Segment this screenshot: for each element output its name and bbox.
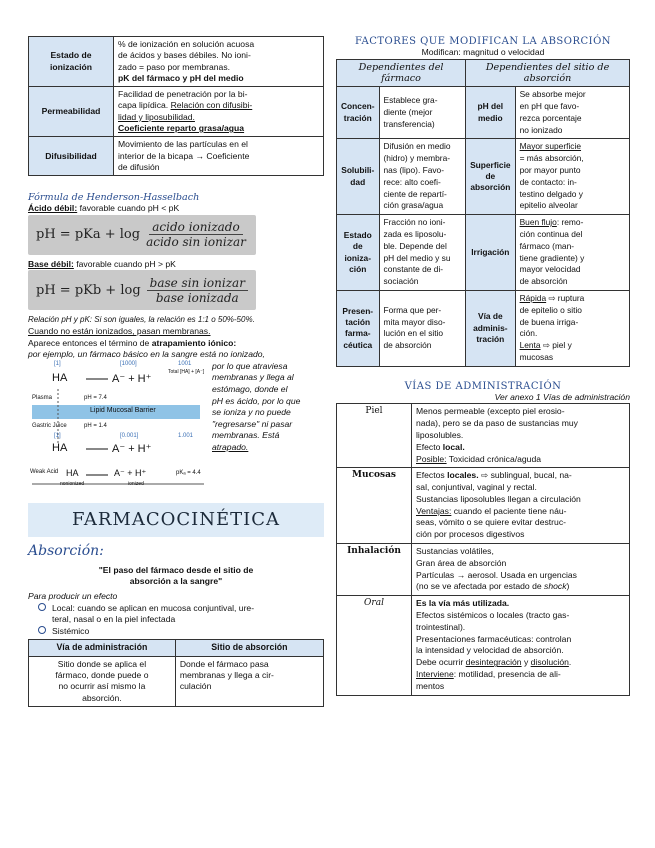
text-span: disolución	[530, 657, 569, 668]
row-key: Inhalación	[337, 544, 412, 596]
ph-label: pH = 7.4	[84, 394, 107, 401]
text-span: Efecto	[416, 441, 443, 452]
text-line: = más absorción,	[519, 153, 584, 164]
text-span: Debe ocurrir	[416, 657, 466, 668]
text-line: constante de di-	[383, 264, 444, 275]
text-line: testino delgado y	[519, 188, 583, 199]
text-span: .	[568, 657, 572, 668]
acid-line	[28, 203, 324, 215]
text-line: Partículas → aerosol. Usada en urgencias	[416, 569, 577, 580]
text-line: Menos permeable (excepto piel erosio-	[416, 406, 565, 417]
text-line: ción grasa/agua	[383, 200, 444, 211]
table-row	[337, 544, 630, 596]
text-span: Posible:	[416, 453, 447, 464]
text-line: seas, vómito o se quiere evitar destruc-	[416, 517, 566, 528]
table-header-row	[29, 640, 324, 656]
text-span: Ácido débil:	[28, 203, 78, 214]
text-line: ción.	[519, 328, 538, 339]
text-line: estómago, donde el	[212, 384, 288, 395]
base-line	[28, 259, 324, 271]
relation-text: Relación pH y pK: Si son iguales, la relación es 1:1 o 50%-50%.	[28, 315, 255, 325]
text-line: fármaco (man-	[519, 240, 575, 251]
row-key: Presen-tación farma-céutica	[337, 290, 380, 366]
row-value	[379, 139, 466, 215]
pka-label: pKₐ = 4.4	[176, 469, 201, 476]
text-line: mayor velocidad	[519, 264, 581, 275]
text-line: por lo que atraviesa	[212, 360, 288, 371]
text-line: % de ionización en solución acuosa	[118, 39, 255, 49]
row-key: Oral	[337, 596, 412, 695]
list-item	[28, 603, 324, 615]
table-row	[29, 137, 324, 176]
text-line: Efectos sistémicos o locales (tracto gas-	[416, 610, 570, 621]
ph-label: pH = 1.4	[84, 422, 107, 429]
text-line: nas (lipo). Favo-	[383, 164, 445, 175]
text-line: Forma que per-	[383, 304, 442, 315]
list-item	[28, 626, 324, 638]
text-span: shock	[544, 581, 567, 592]
text-line: interior de la bicapa → Coeficiente	[118, 150, 250, 161]
text-line: membranas. Está	[212, 430, 280, 441]
left-column	[28, 36, 324, 707]
text-line: de buena irriga-	[519, 316, 579, 327]
text-line: nada), pero se da paso de sustancias muy	[416, 418, 578, 429]
text-line	[416, 454, 625, 466]
row-key: pH del medio	[466, 87, 516, 139]
text-line: (hidro) y membra-	[383, 153, 451, 164]
table-row	[337, 596, 630, 695]
text-span: Lenta	[519, 340, 541, 351]
text-line: de absorción	[519, 276, 568, 287]
row-value	[379, 87, 466, 139]
absorcion-section	[28, 543, 324, 707]
not-ionized-text: Cuando no están ionizados, pasan membranas.	[28, 326, 211, 337]
text-line: no ionizado	[519, 124, 563, 135]
section-banner: FARMACOCINÉTICA	[28, 503, 324, 537]
text-line: Facilidad de penetración por la bi-	[118, 89, 248, 100]
row-key: Vía de adminis-tración	[466, 290, 516, 366]
row-value	[515, 215, 629, 291]
vias-table	[336, 403, 630, 695]
text-line: Se absorbe mejor	[519, 89, 586, 100]
factores-subtitle: Modifican: magnitud o velocidad	[421, 47, 545, 57]
text-span: Toxicidad crónica/aguda	[446, 453, 542, 464]
trap-example: por ejemplo, un fármaco básico en la sangre está no ionizado,	[28, 349, 265, 360]
row-value	[515, 87, 629, 139]
row-value	[114, 87, 324, 137]
row-key: Mucosas	[337, 468, 412, 544]
text-line: atrapado.	[212, 441, 249, 452]
text-span: Local: cuando se aplican en mucosa conjuntival, ure-	[52, 602, 255, 613]
gastric-label: Gastric Juice	[32, 422, 67, 429]
total-caption: Total [HA] + [A⁻]	[168, 368, 205, 375]
text-line: lidad y liposubilidad.	[118, 111, 195, 122]
formula-fraction	[147, 276, 248, 305]
text-line: no ocurrir así mismo la	[58, 681, 146, 692]
text-line: ción por procesos digestivos	[416, 529, 525, 540]
row-value	[412, 404, 630, 468]
text-line: pK del fármaco y pH del medio	[118, 72, 244, 83]
text-span: Efectos	[416, 470, 448, 481]
numerator: base sin ionizar	[147, 276, 248, 291]
text-line: ble. Depende del	[383, 240, 447, 251]
text-line: de contacto: in-	[519, 176, 577, 187]
text-line: se ioniza y no puede	[212, 407, 291, 418]
base-formula	[28, 270, 256, 310]
text-span: favorable cuando pH < pK	[77, 203, 180, 214]
factores-title: FACTORES QUE MODIFICAN LA ABSORCIÓN	[354, 36, 612, 47]
text-line: Difusión en medio	[383, 141, 451, 152]
text-span: ⇨ piel y	[542, 340, 572, 351]
text-span: desintegración	[465, 657, 522, 668]
table-row	[29, 656, 324, 706]
table-header-row	[337, 59, 630, 87]
text-span: favorable cuando pH > pK	[73, 258, 176, 269]
text-line: en pH que favo-	[519, 100, 580, 111]
text-span: locales.	[447, 470, 479, 481]
text-span: capa lipídica.	[118, 100, 169, 111]
factores-table	[336, 59, 630, 367]
species-ha: HA	[52, 441, 68, 454]
table-cell	[29, 656, 176, 706]
text-line: Sustancias liposolubles llegan a circulación	[416, 493, 581, 504]
column-header: Sitio de absorción	[175, 640, 323, 656]
text-line: ciente de repartí-	[383, 188, 447, 199]
text-span: Ventajas:	[416, 505, 452, 516]
row-value	[515, 290, 629, 366]
text-line: trointestinal).	[416, 621, 466, 632]
row-key: Difusibilidad	[29, 137, 114, 176]
text-line: transferencia)	[383, 118, 435, 129]
row-key: Solubili-dad	[337, 139, 380, 215]
row-key: Estado de ionización	[29, 37, 114, 87]
text-line: por mayor punto	[519, 164, 581, 175]
text-line: fármaco, donde puede o	[55, 669, 149, 680]
conc-label: [1000]	[120, 360, 137, 367]
vias-subtitle: Ver anexo 1 Vías de administración	[494, 391, 630, 402]
bullet-circle-icon	[38, 603, 46, 611]
row-key: Superficie de absorción	[466, 139, 516, 215]
total-label: 1.001	[178, 432, 194, 439]
text-line: mucosas	[519, 351, 554, 362]
quote-line: absorción a la sangre"	[129, 576, 223, 587]
row-value	[412, 544, 630, 596]
conc-label: [0.001]	[120, 432, 139, 439]
species-ha: HA	[66, 467, 79, 478]
text-span: Base débil:	[28, 258, 74, 269]
text-line: zada es liposolu-	[383, 228, 447, 239]
table-row	[337, 404, 630, 468]
text-span: atrapamiento iónico:	[151, 337, 237, 348]
text-line: Sitio donde se aplica el	[57, 658, 147, 669]
numerator: acido ionizado	[149, 220, 242, 235]
denominator: acido sin ionizar	[146, 235, 246, 250]
text-line: epitelio alveolar	[519, 200, 578, 211]
ionized-label: ionized	[128, 480, 144, 487]
text-line: tiene gradiente) y	[519, 252, 585, 263]
absorption-table	[28, 639, 324, 706]
acid-formula	[28, 215, 256, 255]
text-line: zado = paso por membranas.	[118, 61, 231, 72]
text-line	[118, 100, 319, 111]
text-span: )	[566, 581, 570, 592]
row-key: Concen-tración	[337, 87, 380, 139]
ion-trapping-diagram	[28, 361, 324, 493]
text-span: ⇨ ruptura	[548, 292, 585, 303]
text-line: sociación	[383, 276, 419, 287]
table-row	[337, 87, 630, 139]
row-key: Piel	[337, 404, 412, 468]
text-line	[416, 657, 625, 669]
text-span: Interviene	[416, 669, 454, 680]
weak-acid-label: Weak Acid	[30, 468, 59, 475]
text-span: (no se ve afectada por estado de	[416, 581, 545, 592]
text-span: : motilidad, presencia de ali-	[453, 669, 561, 680]
text-line: Donde el fármaco pasa	[179, 658, 269, 669]
row-value	[412, 596, 630, 695]
nonionized-label: nonionized	[60, 480, 85, 487]
text-line: Coeficiente reparto grasa/agua	[118, 123, 245, 134]
table-row	[337, 468, 630, 544]
text-line	[416, 669, 625, 681]
text-line: membranas y llega al	[212, 372, 294, 383]
barrier-label: Lipid Mucosal Barrier	[90, 406, 156, 414]
text-line: pH del medio y su	[383, 252, 451, 263]
row-value	[379, 215, 466, 291]
text-line: rece: alto coefi-	[383, 176, 441, 187]
row-value	[114, 137, 324, 176]
text-line: pH es ácido, por lo que	[212, 395, 301, 406]
species-ions: A⁻ + H⁺	[112, 442, 152, 455]
absorcion-title: Absorción:	[28, 542, 104, 559]
denominator: base ionizada	[155, 290, 239, 305]
text-span: Buen flujo	[519, 217, 557, 228]
text-line: mita mayor diso-	[383, 316, 446, 327]
conc-label: [1]	[54, 360, 61, 367]
text-line: liposolubles.	[416, 429, 464, 440]
table-row	[337, 215, 630, 291]
row-value	[379, 290, 466, 366]
formula-fraction	[146, 220, 246, 249]
table-cell	[175, 656, 323, 706]
column-header: Dependientes del sitio de absorción	[466, 59, 630, 87]
table-row	[29, 37, 324, 87]
column-header: Vía de administración	[29, 640, 176, 656]
text-line: Movimiento de las partículas en el	[118, 139, 248, 150]
text-line: Mayor superficie	[519, 141, 582, 152]
text-line: membranas y llega a cir-	[179, 669, 274, 680]
text-line: "regresarse" ni pasar	[212, 418, 293, 429]
text-line	[520, 340, 625, 352]
row-key: Permeabilidad	[29, 87, 114, 137]
text-line: Fracción no ioni-	[383, 217, 446, 228]
text-line	[416, 470, 625, 482]
text-span: y	[521, 657, 531, 668]
properties-table	[28, 36, 324, 176]
text-span: ⇨ sublingual, bucal, na-	[478, 470, 572, 481]
text-line: Presentaciones farmacéuticas: controlan	[416, 633, 572, 644]
text-line: culación	[179, 681, 212, 692]
text-line: sal, conjuntival, vaginal y rectal.	[416, 482, 537, 493]
text-line: diente (mejor	[383, 106, 433, 117]
species-ions: A⁻ + H⁺	[112, 372, 152, 385]
trap-intro	[28, 338, 324, 350]
text-line: de absorción	[383, 340, 432, 351]
conc-label: [1]	[54, 432, 61, 439]
column-header: Dependientes del fármaco	[337, 59, 466, 87]
text-line	[416, 581, 625, 593]
text-line: la intensidad y velocidad de absorción.	[416, 645, 564, 656]
table-row	[337, 290, 630, 366]
text-line: de difusión	[118, 161, 160, 172]
text-span: remo-	[561, 217, 584, 228]
text-line: Gran área de absorción	[416, 557, 507, 568]
species-ions: A⁻ + H⁺	[114, 467, 147, 478]
text-span: Relación con difusibi-	[170, 100, 253, 111]
total-label: 1001	[178, 360, 192, 367]
text-line: de epitelio o sitio	[519, 304, 582, 315]
formula-lhs: pH = pKa + log	[36, 227, 141, 243]
text-line: Buen flujo: remo-	[519, 217, 584, 228]
text-line: ción continua del	[519, 228, 583, 239]
plasma-label: Plasma	[32, 394, 53, 401]
text-line	[416, 506, 625, 518]
text-line: absorción.	[82, 692, 122, 703]
text-line: Establece gra-	[383, 95, 438, 106]
text-line: de ácidos y bases débiles. No ioni-	[118, 50, 251, 61]
row-key: Estado de ioniza-ción	[337, 215, 380, 291]
text-line: Es la vía más utilizada.	[416, 598, 510, 609]
row-value	[515, 139, 629, 215]
henderson-section	[28, 192, 324, 493]
text-span: Aparece entonces el término de	[28, 337, 152, 348]
text-line: teral, nasal o en la piel infectada	[52, 614, 176, 625]
text-line	[416, 442, 625, 454]
text-line	[520, 293, 625, 305]
right-column	[336, 36, 630, 696]
species-ha: HA	[52, 371, 68, 384]
vias-title: VÍAS DE ADMINISTRACIÓN	[404, 380, 562, 392]
trap-side-text	[212, 361, 324, 454]
text-line: mentos	[416, 680, 445, 691]
section-title: Fórmula de Henderson-Hasselbach	[28, 192, 200, 204]
text-line: rezca porcentaje	[519, 112, 582, 123]
row-value	[412, 468, 630, 544]
text-span: cuando el paciente tiene náu-	[451, 505, 567, 516]
formula-lhs: pH = pKb + log	[36, 282, 141, 298]
para-text: Para producir un efecto	[28, 591, 118, 602]
text-span: Rápida	[519, 292, 547, 303]
bullet-circle-icon	[38, 626, 46, 634]
table-row	[337, 139, 630, 215]
text-span: local.	[442, 441, 465, 452]
table-row	[29, 87, 324, 137]
row-value	[114, 37, 324, 87]
text-span: Sistémico	[52, 625, 90, 636]
row-key: Irrigación	[466, 215, 516, 291]
quote-line: "El paso del fármaco desde el sitio de	[98, 564, 254, 575]
text-line: lución en el sitio	[383, 328, 444, 339]
text-line: Sustancias volátiles,	[416, 546, 494, 557]
